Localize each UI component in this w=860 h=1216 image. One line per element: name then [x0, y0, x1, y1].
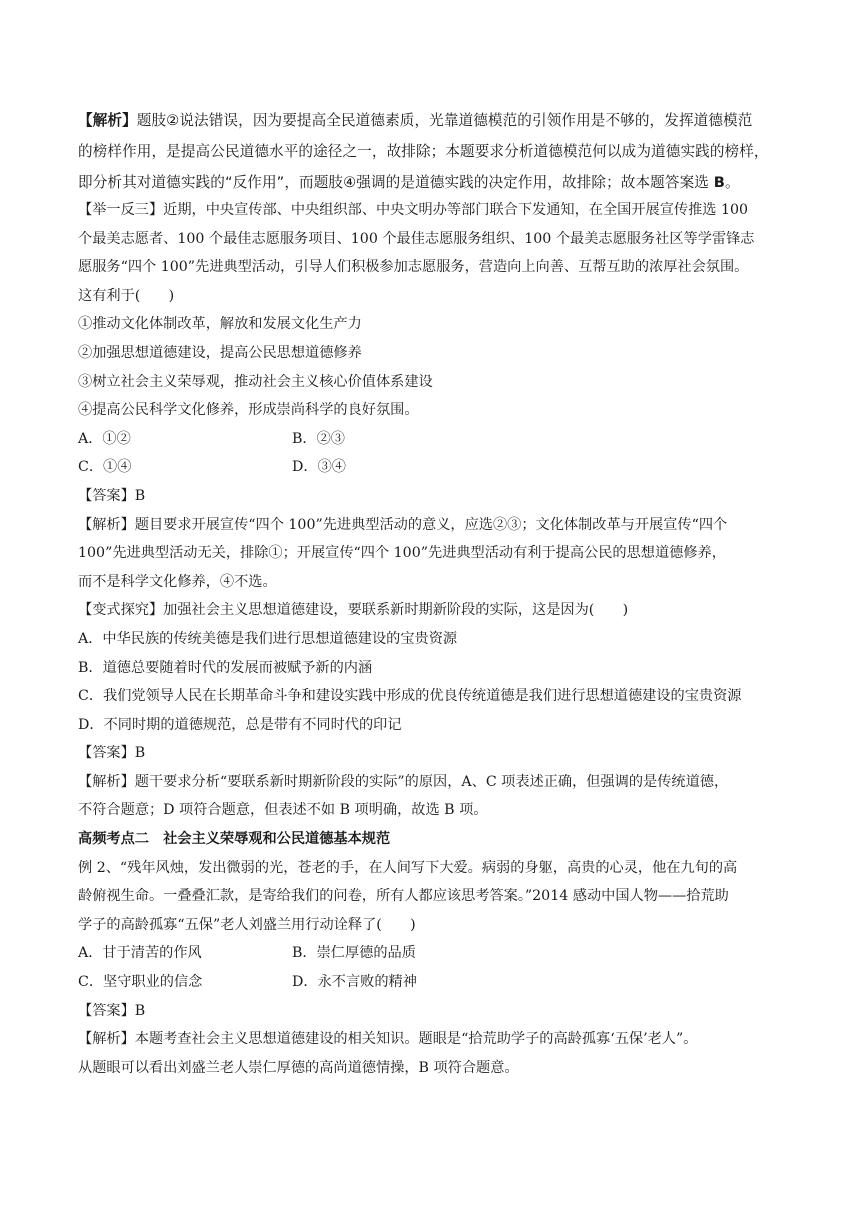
text-line: 这有利于( ): [78, 287, 175, 304]
answer-letter: B: [713, 174, 725, 191]
text-line: 而不是科学文化修养，④不选。: [78, 573, 277, 590]
text-line: 个最美志愿者、100 个最佳志愿服务项目、100 个最佳志愿服务组织、100 个最美志愿服务社区等学雷锋志: [78, 230, 755, 247]
text-line: 即分析其对道德实践的“反作用”，而题肢④强调的是道德实践的决定作用，故排除；故本题答案选 B。: [78, 174, 740, 191]
option: C．①④: [78, 459, 132, 476]
text-line: 从题眼可以看出刘盛兰老人崇仁厚德的高尚道德情操，B 项符合题意。: [78, 1059, 519, 1076]
answer-line: 【答案】B: [78, 745, 146, 762]
answer-line: 【答案】B: [78, 487, 146, 504]
options-row: [78, 939, 790, 968]
text-line: 【变式探究】加强社会主义思想道德建设，要联系新时期新阶段的实际，这是因为( ): [78, 602, 629, 619]
text-line: 【举一反三】近期，中央宣传部、中央组织部、中央文明办等部门联合下发通知，在全国开展宣传推选 100: [78, 202, 749, 218]
text-line: 100”先进典型活动无关，排除①；开展宣传“四个 100”先进典型活动有利于提高公民的思想道德修养，: [78, 545, 726, 562]
option: B．道德总要随着时代的发展而被赋予新的内涵: [78, 659, 373, 676]
option: C．我们党领导人民在长期革命斗争和建设实践中形成的优良传统道德是我们进行思想道德建设的宝贵资源: [78, 688, 742, 705]
text-line: 【解析】题目要求开展宣传“四个 100”先进典型活动的意义，应选②③；文化体制改革与开展宣传“四个: [78, 516, 728, 533]
option: A．①②: [78, 430, 131, 447]
text-line: 【解析】题肢②说法错误，因为要提高全民道德素质，光靠道德模范的引领作用是不够的，发挥道德模范: [78, 112, 753, 129]
text-line: 不符合题意；D 项符合题意，但表述不如 B 项明确，故选 B 项。: [78, 802, 488, 819]
options-row: [78, 968, 790, 997]
statement-item: ②加强思想道德建设，提高公民思想道德修养: [78, 344, 362, 361]
option: B．崇仁厚德的品质: [292, 945, 416, 962]
option: D．永不言败的精神: [292, 974, 417, 991]
statement-item: ④提高公民科学文化修养，形成崇尚科学的良好氛围。: [78, 402, 419, 419]
text-line: 例 2、“残年风烛，发出微弱的光，苍老的手，在人间写下大爱。病弱的身躯，高贵的心灵，他在九旬的高: [78, 859, 738, 876]
statement-item: ①推动文化体制改革，解放和发展文化生产力: [78, 316, 362, 333]
text-line: 愿服务“四个 100”先进典型活动，引导人们积极参加志愿服务，营造向上向善、互帮互助的浓厚社会氛围。: [78, 259, 749, 276]
option: A．中华民族的传统美德是我们进行思想道德建设的宝贵资源: [78, 630, 458, 647]
text-line: 【解析】题干要求分析“要联系新时期新阶段的实际”的原因，A、C 项表述正确，但强调的是传统道德，: [78, 773, 729, 790]
option: B．②③: [292, 430, 345, 447]
option: D．不同时期的道德规范，总是带有不同时代的印记: [78, 716, 402, 733]
text-line: 【解析】本题考查社会主义思想道德建设的相关知识。题眼是“拾荒助学子的高龄孤寡‘五保’老人”。: [78, 1031, 698, 1048]
option: C．坚守职业的信念: [78, 974, 203, 991]
content-body: [78, 196, 790, 1082]
analysis-continued: [78, 105, 790, 198]
text-line: 龄俯视生命。一叠叠汇款，是寄给我们的问卷，所有人都应该思考答案。”2014 感动中国人物——拾荒助: [78, 888, 729, 905]
statement-item: ③树立社会主义荣辱观，推动社会主义核心价值体系建设: [78, 373, 433, 390]
tag-analysis: 【解析】: [78, 112, 137, 129]
options-row: [78, 453, 790, 482]
option: A．甘于清苦的作风: [78, 945, 202, 962]
text-line: 学子的高龄孤寡“五保”老人刘盛兰用行动诠释了( ): [78, 916, 416, 933]
section-heading: 高频考点二 社会主义荣辱观和公民道德基本规范: [78, 831, 391, 848]
option: D．③④: [292, 459, 346, 476]
text-line: 的榜样作用，是提高公民道德水平的途径之一，故排除；本题要求分析道德模范何以成为道德实践的榜样，: [78, 143, 769, 160]
options-row: [78, 425, 790, 454]
answer-line: 【答案】B: [78, 1002, 146, 1019]
